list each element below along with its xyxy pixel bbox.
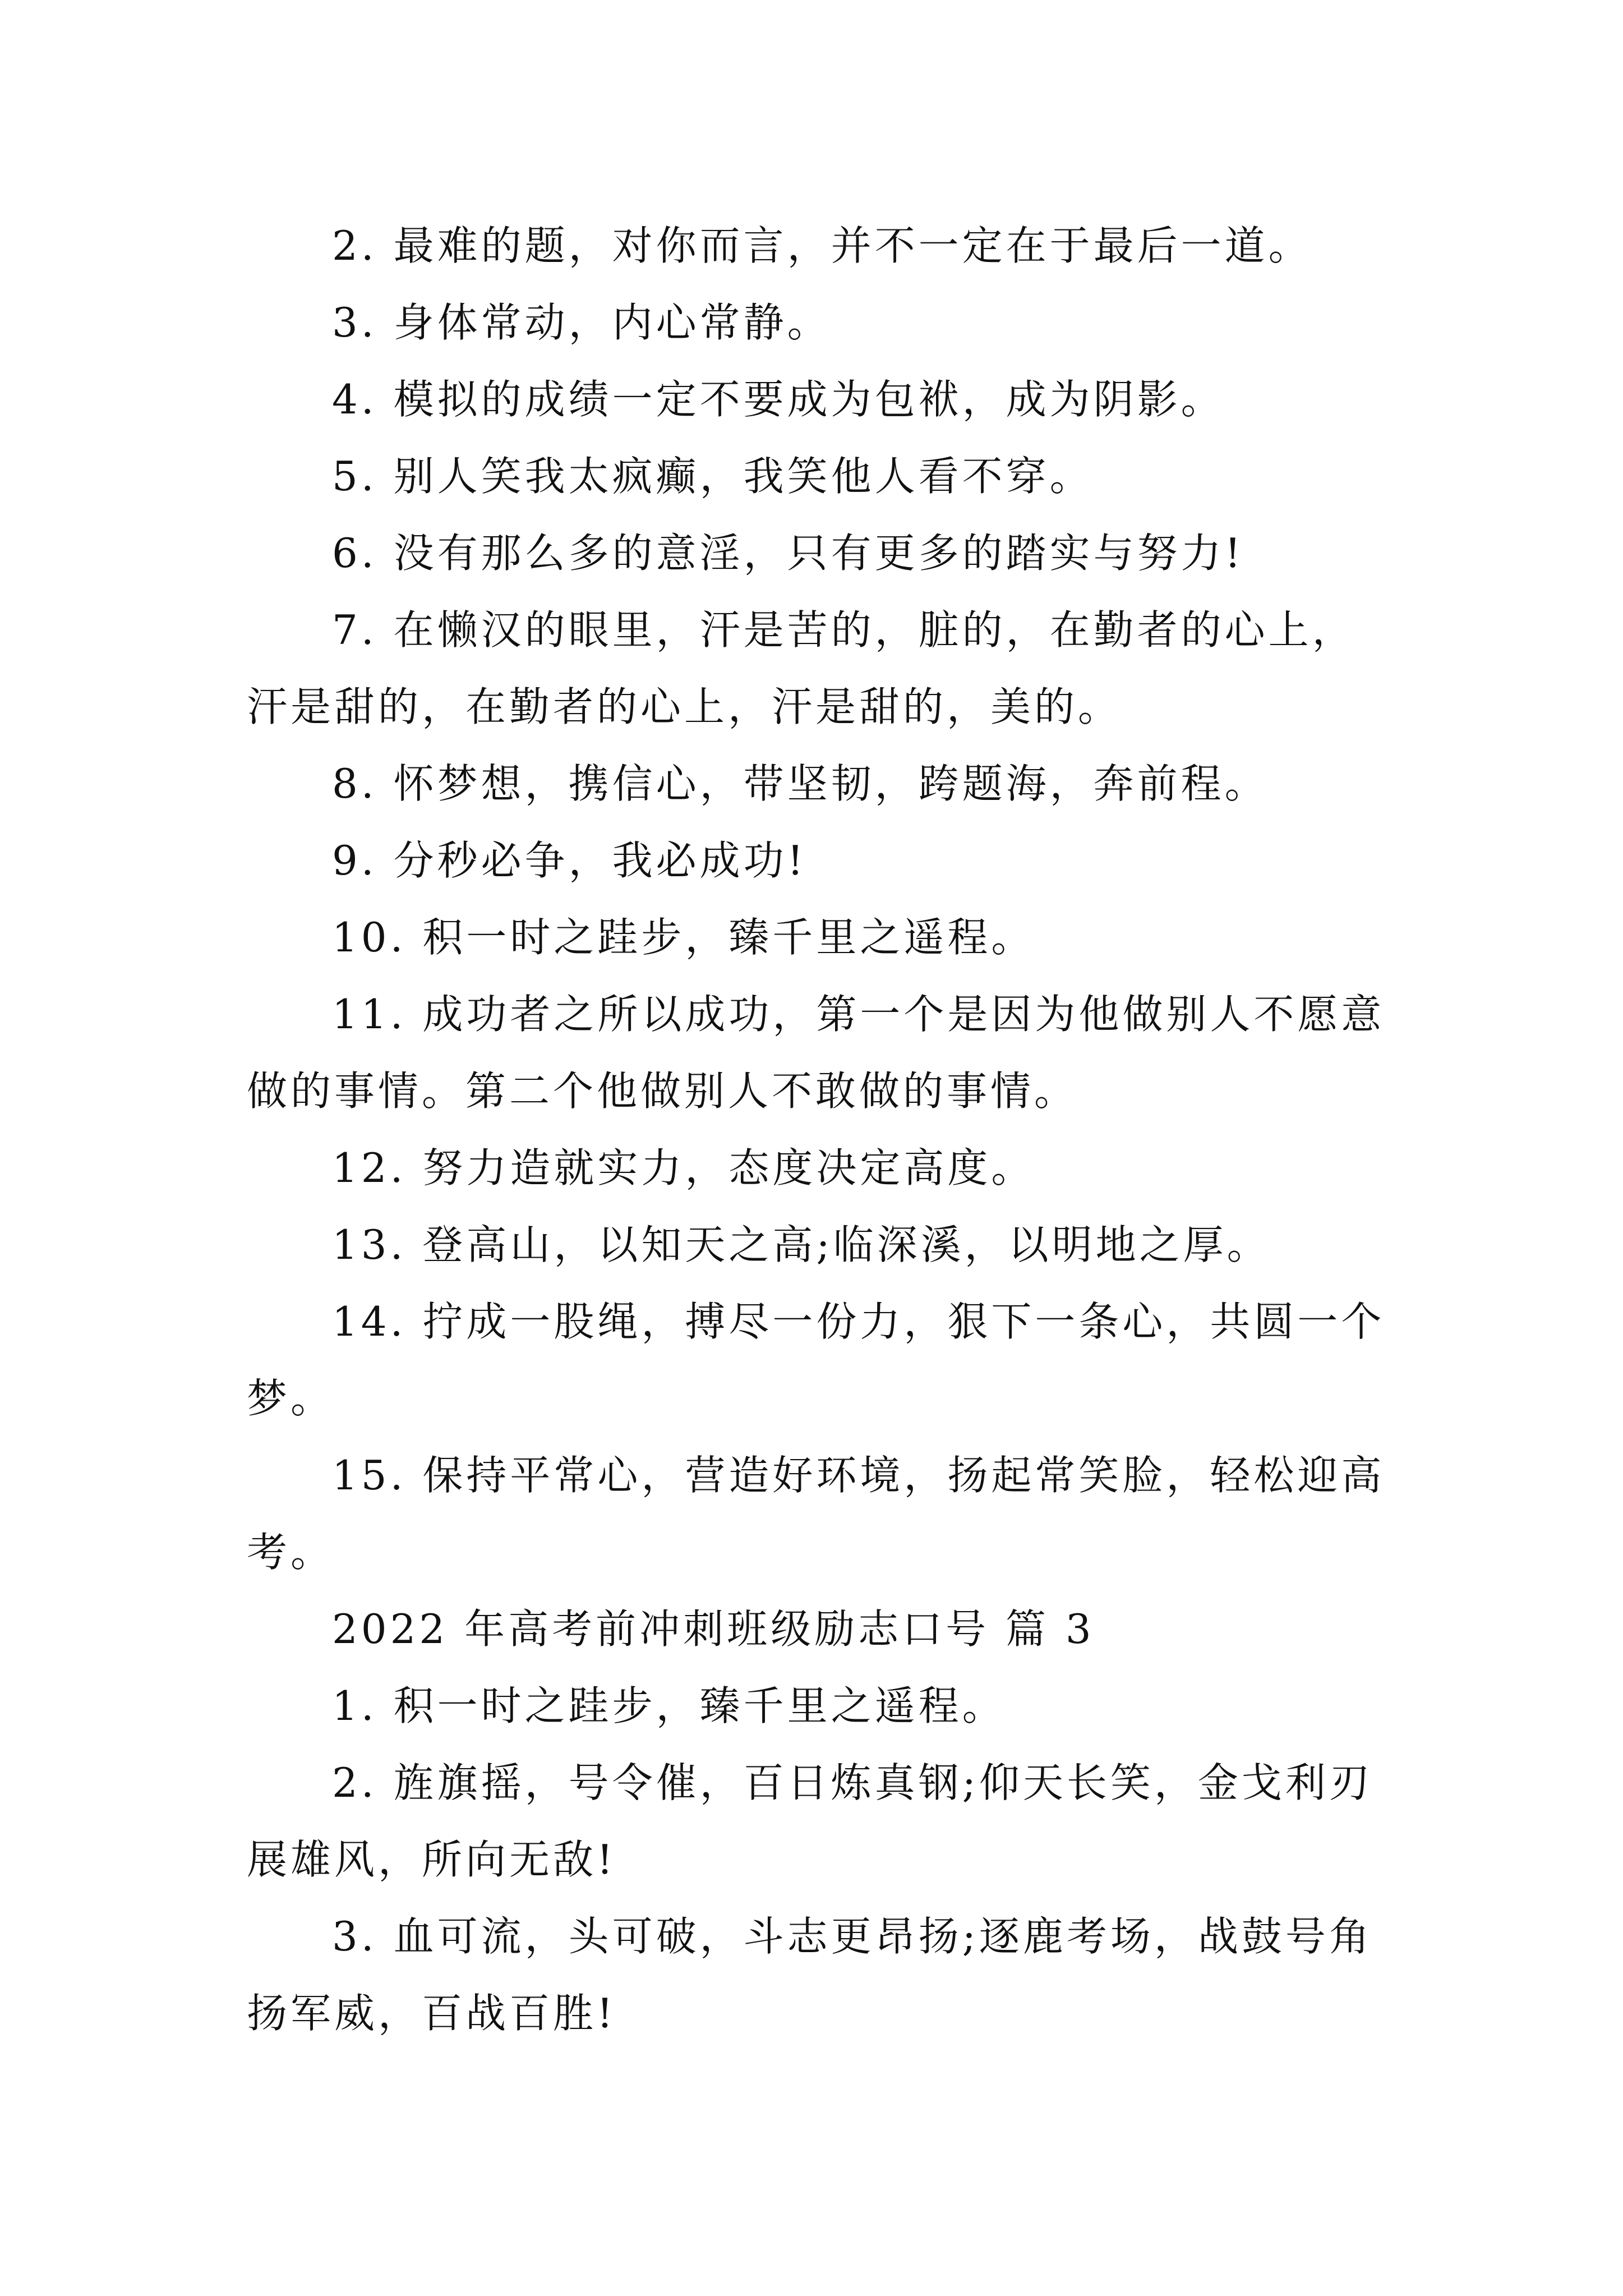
document-body	[247, 208, 1385, 2052]
list-item: 8. 怀梦想，携信心，带坚韧，跨题海，奔前程。	[332, 760, 1269, 807]
list-item: 14. 拧成一股绳，搏尽一份力，狠下一条心，共圆一个	[332, 1298, 1385, 1345]
list-item: 12. 努力造就实力，态度决定高度。	[332, 1144, 1035, 1191]
list-item: 7. 在懒汉的眼里，汗是苦的，脏的，在勤者的心上，	[332, 606, 1356, 654]
list-item: 10. 积一时之跬步，臻千里之遥程。	[332, 914, 1035, 961]
list-item-continuation: 汗是甜的，在勤者的心上，汗是甜的，美的。	[247, 683, 1122, 730]
section-heading: 2022 年高考前冲刺班级励志口号 篇 3	[332, 1605, 1095, 1653]
list-item: 3. 身体常动，内心常静。	[332, 299, 831, 346]
list-item: 13. 登高山，以知天之高;临深溪，以明地之厚。	[332, 1221, 1271, 1268]
list-item-continuation: 考。	[247, 1529, 335, 1576]
list-item-continuation: 展雄风，所向无敌!	[247, 1836, 616, 1883]
list-item-continuation: 做的事情。第二个他做别人不敢做的事情。	[247, 1068, 1078, 1115]
list-item: 5. 别人笑我太疯癫，我笑他人看不穿。	[332, 453, 1094, 500]
list-item: 2. 旌旗摇，号令催，百日炼真钢;仰天长笑，金戈利刃	[332, 1759, 1373, 1806]
list-item: 3. 血可流，头可破，斗志更昂扬;逐鹿考场，战鼓号角	[332, 1913, 1373, 1960]
list-item: 9. 分秒必争，我必成功!	[332, 837, 807, 884]
list-item: 15. 保持平常心，营造好环境，扬起常笑脸，轻松迎高	[332, 1452, 1385, 1499]
list-item-continuation: 扬军威，百战百胜!	[247, 1990, 616, 2037]
list-item: 4. 模拟的成绩一定不要成为包袱，成为阴影。	[332, 376, 1225, 423]
list-item-continuation: 梦。	[247, 1375, 335, 1422]
list-item: 6. 没有那么多的意淫，只有更多的踏实与努力!	[332, 530, 1244, 577]
list-item: 1. 积一时之跬步，臻千里之遥程。	[332, 1682, 1006, 1729]
list-item: 11. 成功者之所以成功，第一个是因为他做别人不愿意	[332, 991, 1385, 1038]
list-item: 2. 最难的题，对你而言，并不一定在于最后一道。	[332, 222, 1312, 269]
